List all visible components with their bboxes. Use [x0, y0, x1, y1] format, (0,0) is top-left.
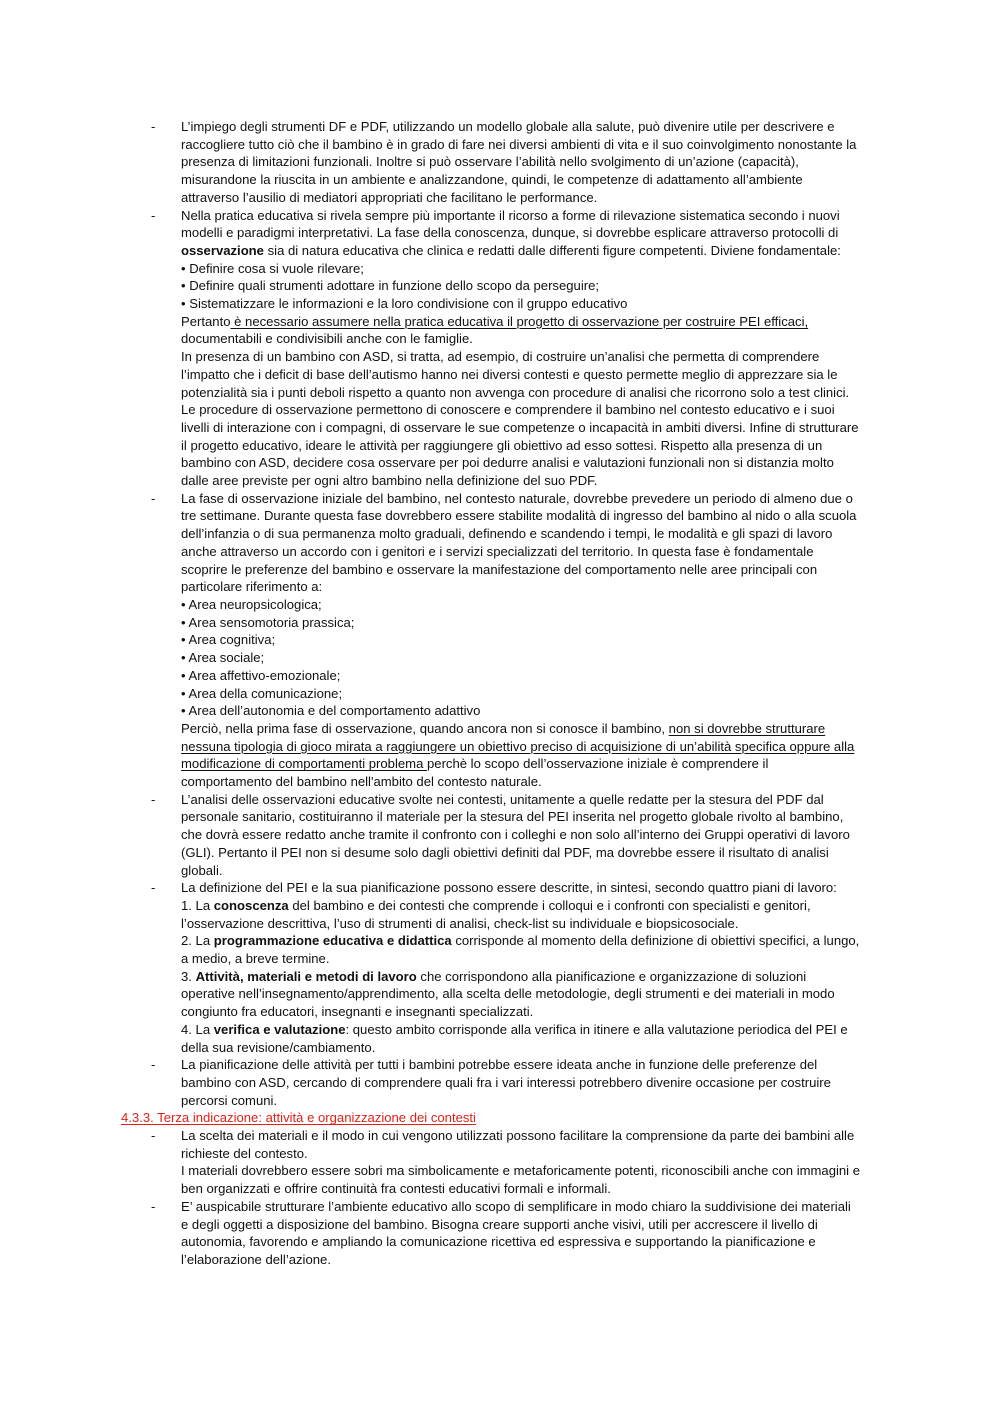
- list-item: [0, 118, 878, 207]
- text-line: operative nell’insegnamento/apprendimento, alla scelta delle metodologie, degli strumenti e dei materiali in modo: [181, 986, 835, 1002]
- bold-term: osservazione: [181, 242, 264, 258]
- text-line: Nella pratica educativa si rivela sempre più importante il ricorso a forme di rilevazione sistematica secondo i nuovi: [181, 207, 840, 223]
- text-line: [181, 720, 878, 738]
- bold-term: verifica e valutazione: [213, 1021, 346, 1037]
- text-line: il progetto educativo, ideare le attività per raggiungere gli obiettivo ad esso sottesi. Rispetto alla presenza di un: [181, 437, 823, 453]
- text-line: L’impiego degli strumenti DF e PDF, utilizzando un modello globale alla salute, può divenire utile per descrivere e: [181, 119, 835, 134]
- bold-term: Attività, materiali e metodi di lavoro: [195, 968, 417, 984]
- text-line: modelli e paradigmi interpretativi. La fase della conoscenza, dunque, si dovrebbe esplicare attraverso protocolli di: [181, 225, 839, 241]
- text-line: richieste del contesto.: [181, 1145, 308, 1161]
- text-line: (GLI). Pertanto il PEI non si desume solo dagli obiettivi definiti dal PDF, ma dovrebbe essere il risultato di analisi: [181, 844, 829, 860]
- list-item: [0, 791, 878, 880]
- text-span: perchè lo scopo dell’osservazione iniziale è comprendere il: [427, 756, 769, 772]
- text-line: E’ auspicabile strutturare l’ambiente educativo allo scopo di semplificare in modo chiaro la suddivisione dei materiali: [181, 1198, 851, 1214]
- text-line: attraverso l’ausilio di mediatori appropriati che facilitano le performance.: [181, 189, 598, 205]
- text-span: 2. La: [181, 933, 214, 949]
- text-line: [181, 755, 878, 773]
- text-line: globali.: [181, 862, 223, 878]
- list-dash: -: [151, 1057, 156, 1073]
- list-item: [0, 879, 878, 1056]
- underlined-text: è necessario assumere nella pratica educativa il progetto di osservazione per costruire PEI efficaci,: [230, 313, 809, 329]
- section-heading: 4.3.3. Terza indicazione: attività e organizzazione dei contesti: [121, 1110, 476, 1126]
- text-line: La definizione del PEI e la sua pianificazione possono essere descritte, in sintesi, secondo quattro piani di lavoro:: [181, 880, 837, 896]
- text-line: livelli di interazione con i compagni, di osservare le sue competenze o incapacità in ambiti diversi. Infine di strutturare: [181, 419, 859, 435]
- list-item: [0, 490, 878, 791]
- text-line: scoprire le preferenze del bambino e osservare la manifestazione del comportamento nelle aree principali con: [181, 561, 818, 577]
- text-line: L’analisi delle osservazioni educative svolte nei contesti, unitamente a quelle redatte per la stesura del PDF dal: [181, 791, 824, 807]
- text-line: presenza di limitazioni funzionali. Inoltre si può osservare l’abilità nello svolgimento di un’azione (capacità),: [181, 154, 799, 170]
- bullet-line: • Area della comunicazione;: [181, 685, 343, 701]
- text-line: bambino con ASD, decidere cosa osservare per poi dedurre analisi e valutazioni funzionali non si distanzia molto: [181, 455, 834, 471]
- text-line: [181, 968, 878, 986]
- underlined-text: modificazione di comportamenti problema: [181, 756, 427, 772]
- bullet-line: • Area neuropsicologica;: [181, 596, 322, 612]
- bullet-line: • Sistematizzare le informazioni e la loro condivisione con il gruppo educativo: [181, 296, 628, 312]
- text-span: corrisponde al momento della definizione di obiettivi specifici, a lungo,: [451, 933, 860, 949]
- text-span: Pertanto: [181, 313, 231, 329]
- text-line: dalle aree previste per ogni altro bambino nella definizione del suo PDF.: [181, 473, 598, 489]
- text-line: della sua revisione/cambiamento.: [181, 1039, 376, 1055]
- text-line: [181, 1021, 878, 1039]
- list-item: [0, 207, 878, 490]
- bullet-line: • Area affettivo-emozionale;: [181, 667, 341, 683]
- bullet-line: • Area cognitiva;: [181, 632, 276, 648]
- text-line: La fase di osservazione iniziale del bambino, nel contesto naturale, dovrebbe prevedere un periodo di almeno due o: [181, 490, 853, 506]
- bullet-line: • Definire cosa si vuole rilevare;: [181, 260, 364, 276]
- list-item: [0, 1198, 878, 1269]
- text-line: tre settimane. Durante questa fase dovrebbero essere stabilite modalità di ingresso del bambino al nido o alla scuola: [181, 508, 857, 524]
- bullet-line: • Area sensomotoria prassica;: [181, 614, 355, 630]
- bullet-line: • Definire quali strumenti adottare in funzione dello scopo da perseguire;: [181, 278, 600, 294]
- text-line: l’osservazione descrittiva, l’uso di strumenti di analisi, check-list su individuale e biopsicosociale.: [181, 915, 739, 931]
- text-line: I materiali dovrebbero essere sobri ma simbolicamente e metaforicamente potenti, riconoscibili anche con immagini e: [181, 1163, 861, 1179]
- list-dash: -: [151, 1198, 156, 1214]
- list-dash: -: [151, 207, 156, 223]
- text-line: Le procedure di osservazione permettono di conoscere e comprendere il bambino nel contesto educativo e i suoi: [181, 402, 835, 418]
- text-line: documentabili e condivisibili anche con le famiglie.: [181, 331, 473, 347]
- underlined-text: nessuna tipologia di gioco mirata a raggiungere un obiettivo preciso di acquisizione di un’abilità specifica oppure alla: [181, 738, 855, 754]
- text-line: che dovrà essere redatto anche tramite il confronto con i colleghi e non solo all’interno dei Gruppi operativi di lavoro: [181, 827, 850, 843]
- text-span: : questo ambito corrisponde alla verifica in itinere e alla valutazione periodica del PEI e: [345, 1021, 848, 1037]
- text-line: a medio, a breve termine.: [181, 951, 330, 967]
- text-line: congiunto fra educatori, insegnanti e insegnanti specializzati.: [181, 1004, 534, 1020]
- text-line: e degli oggetti a disposizione del bambino. Bisogna creare supporti anche visivi, utili per accrescere il livello di: [181, 1216, 818, 1232]
- text-line: [181, 897, 878, 915]
- text-line: personale sanitario, costituiranno il materiale per la stesura del PEI inserita nel progetto globale rivolto al bambino,: [181, 809, 844, 825]
- text-line: [181, 932, 878, 950]
- text-line: percorsi comuni.: [181, 1092, 278, 1108]
- text-line: [181, 313, 878, 331]
- text-span: 3.: [181, 968, 196, 984]
- text-line: dell’infanzia o di sua permanenza molto graduali, definendo e scandendo i tempi, le modalità e gli spazi di lavoro: [181, 526, 833, 542]
- list-dash: -: [151, 791, 156, 807]
- text-span: 4. La: [181, 1021, 214, 1037]
- text-line: particolare riferimento a:: [181, 579, 323, 595]
- text-line: bambino con ASD, cercando di comprendere quali fra i vari interessi potrebbero divenire occasione per costruire: [181, 1074, 831, 1090]
- text-line: l’elaborazione dell’azione.: [181, 1252, 331, 1267]
- list-dash: -: [151, 1128, 156, 1144]
- list-item: [0, 1056, 878, 1109]
- text-line: autonomia, favorendo e ampliando la comunicazione ricettiva ed espressiva e supportando la pianificazione e: [181, 1234, 816, 1250]
- text-line: raccogliere tutto ciò che il bambino è in grado di fare nei diversi ambienti di vita e il suo coinvolgimento nonostante la: [181, 136, 857, 152]
- text-line: ben organizzati e offrire continuità fra contesti educativi formali e informali.: [181, 1181, 611, 1197]
- text-span: del bambino e dei contesti che comprende i colloqui e i confronti con specialisti e genitori,: [288, 897, 811, 913]
- text-line: misurandone la riuscita in un ambiente e analizzandone, quindi, le competenze di adattamento all’ambiente: [181, 172, 803, 188]
- text-span: che corrispondono alla pianificazione e organizzazione di soluzioni: [416, 968, 807, 984]
- text-line: l’impatto che i deficit di base dell’autismo hanno nei diversi contesti e questo permette meglio di apprezzare sia le: [181, 366, 838, 382]
- list-item: [0, 1127, 878, 1198]
- bullet-line: • Area sociale;: [181, 650, 265, 666]
- text-span: Perciò, nella prima fase di osservazione, quando ancora non si conosce il bambino,: [181, 720, 669, 736]
- text-line: La scelta dei materiali e il modo in cui vengono utilizzati possono facilitare la comprensione da parte dei bambini alle: [181, 1128, 855, 1144]
- list-dash: -: [151, 119, 156, 134]
- list-dash: -: [151, 490, 156, 506]
- text-line: [181, 242, 878, 260]
- list-dash: -: [151, 880, 156, 896]
- text-line: comportamento del bambino nell'ambito del contesto naturale.: [181, 774, 542, 790]
- underlined-text: non si dovrebbe strutturare: [668, 720, 826, 736]
- text-line: potenzialità sia i punti deboli rispetto a quanto non avvenga con procedure di analisi che ricorrono solo a test clinici.: [181, 384, 850, 400]
- bold-term: conoscenza: [213, 897, 289, 913]
- document-body: [0, 118, 1000, 1269]
- text-line: In presenza di un bambino con ASD, si tratta, ad esempio, di costruire un’analisi che permetta di comprendere: [181, 349, 820, 365]
- text-span: sia di natura educativa che clinica e redatti dalle differenti figure competenti. Diviene fondamentale:: [263, 242, 841, 258]
- text-line: anche attraverso un accordo con i genitori e i servizi specializzati del territorio. In questa fase è fondamentale: [181, 543, 814, 559]
- text-span: 1. La: [181, 897, 214, 913]
- text-line: La pianificazione delle attività per tutti i bambini potrebbe essere ideata anche in funzione delle preferenze del: [181, 1057, 818, 1073]
- bullet-line: • Area dell’autonomia e del comportamento adattivo: [181, 703, 481, 719]
- text-line: [181, 738, 878, 756]
- bold-term: programmazione educativa e didattica: [213, 933, 452, 949]
